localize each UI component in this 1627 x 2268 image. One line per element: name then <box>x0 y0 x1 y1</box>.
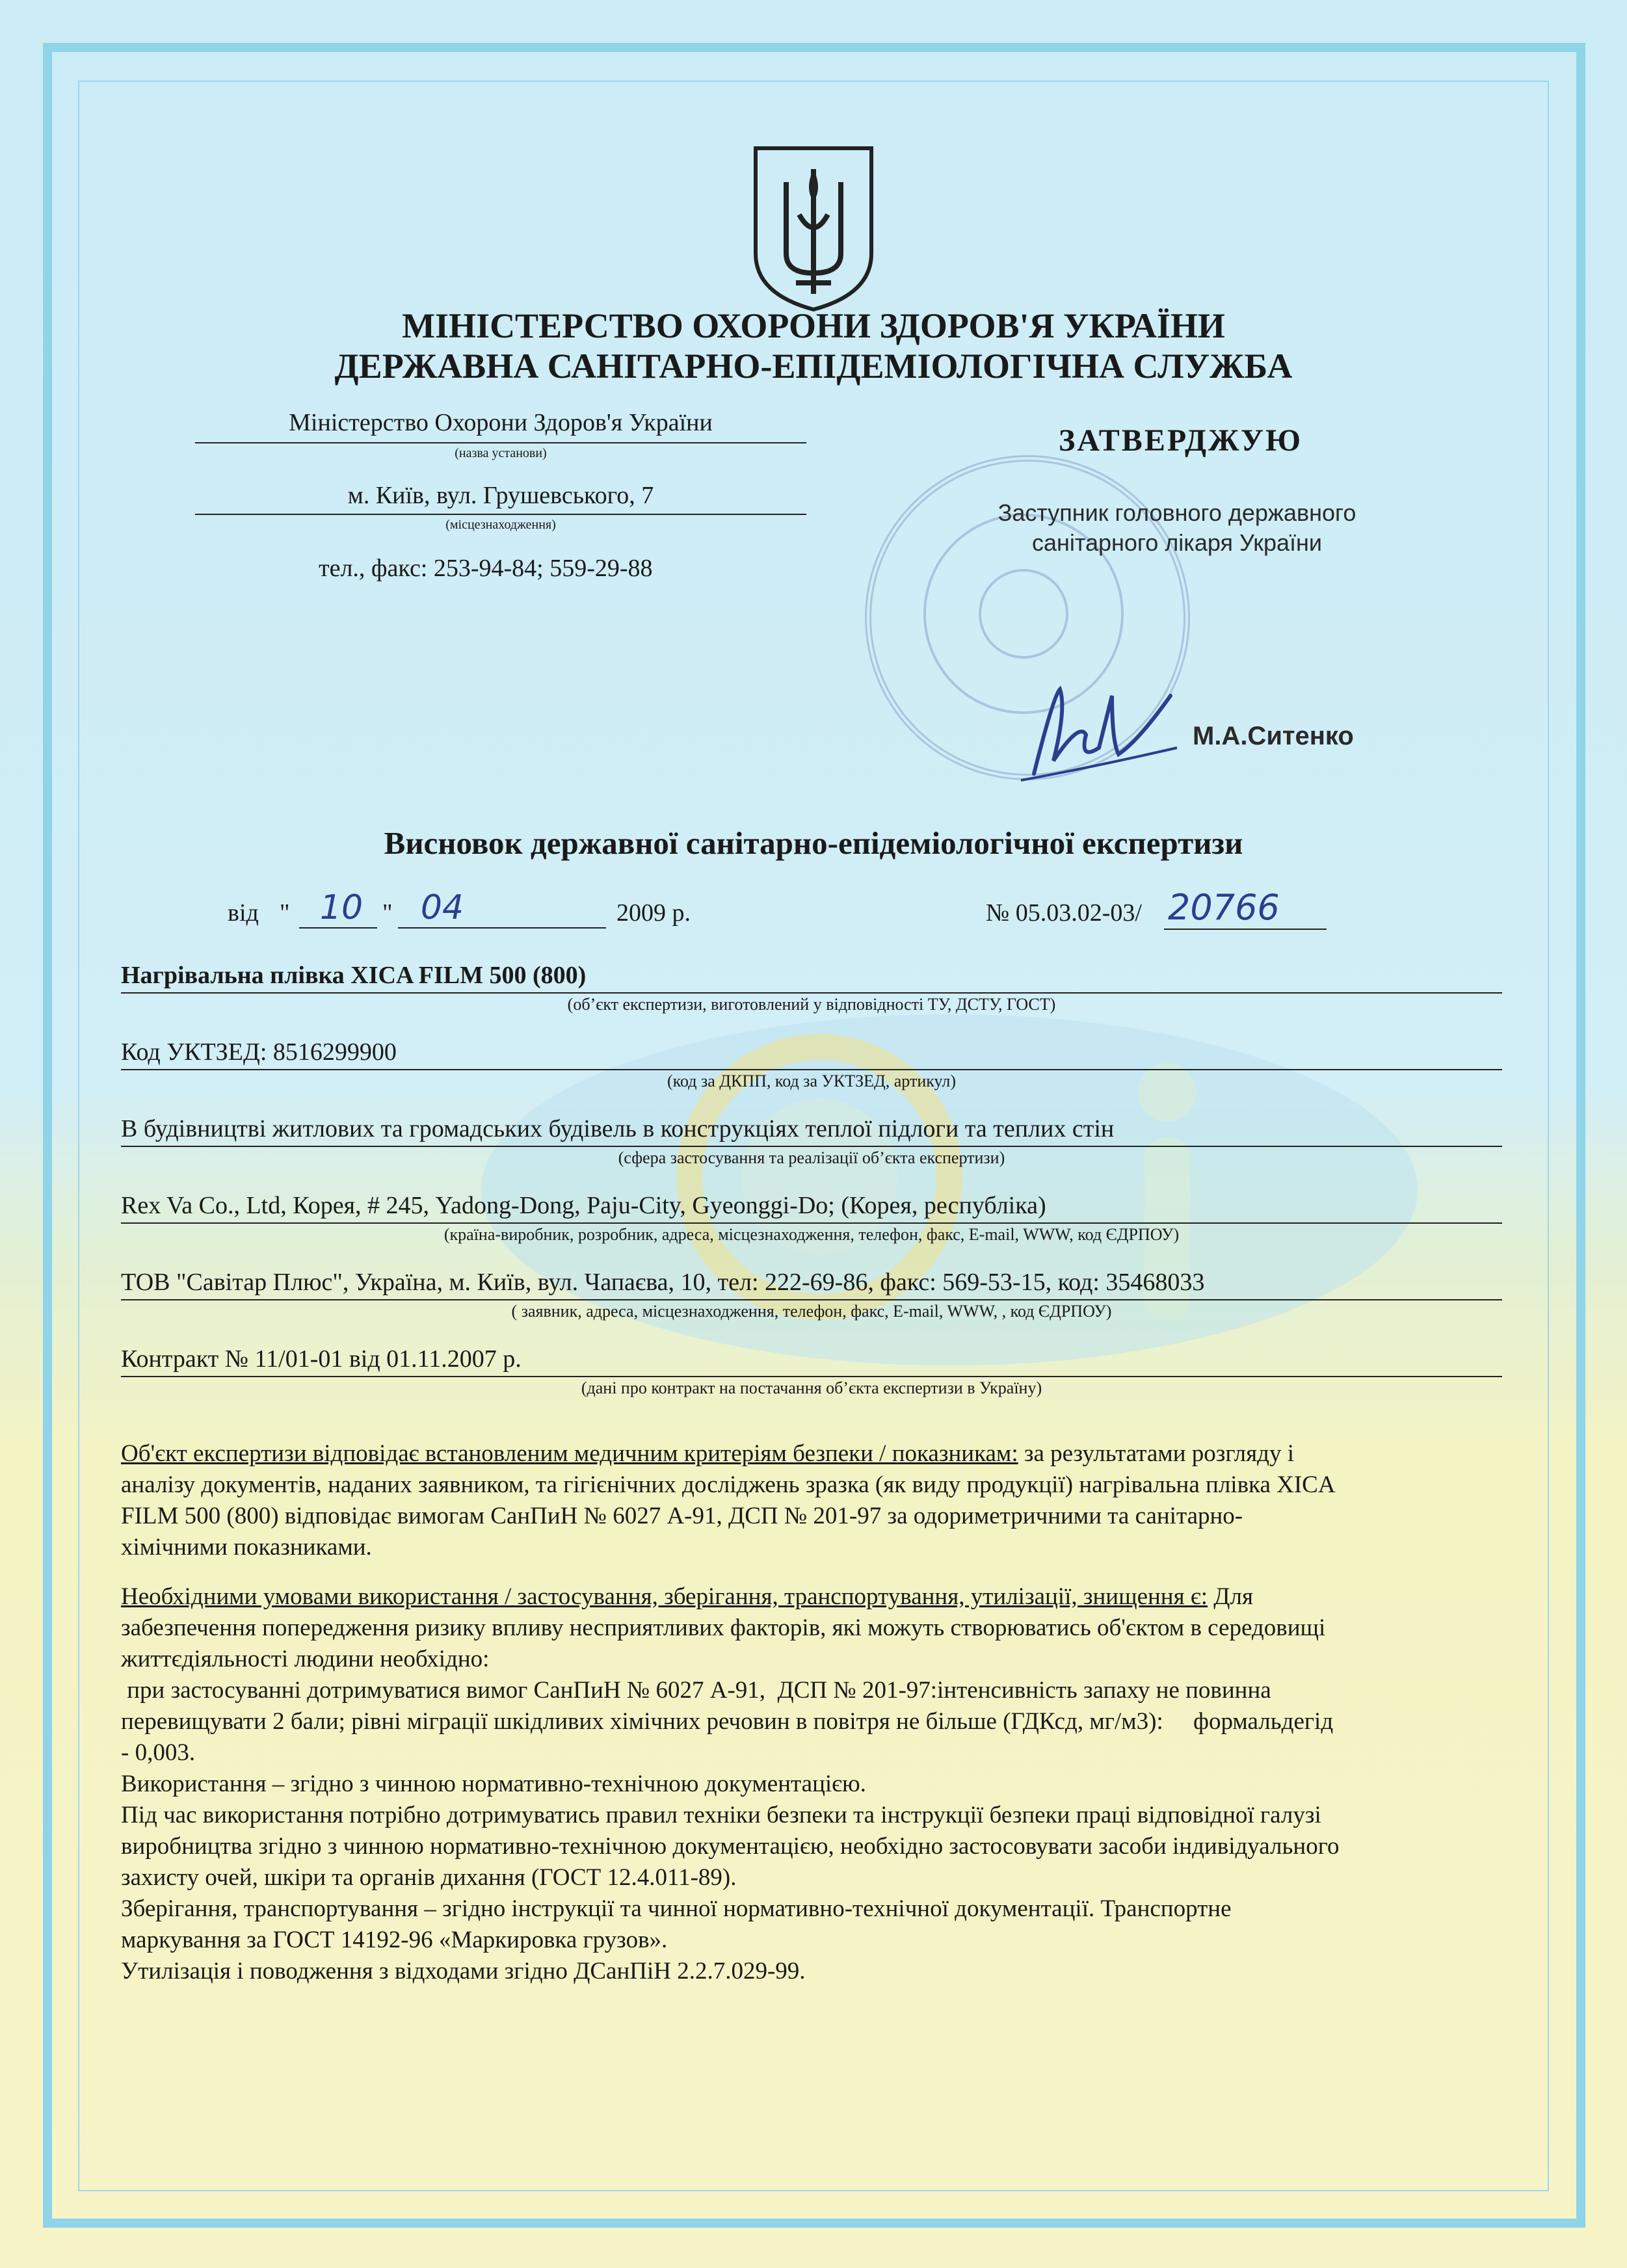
conclusion-line: хімічними показниками. <box>121 1534 372 1561</box>
conditions-line: захисту очей, шкіри та органів дихання (ГОСТ 12.4.011-89). <box>121 1864 737 1891</box>
field-applicant: ТОВ "Савітар Плюс", Україна, м. Київ, вул. Чапаєва, 10, тел: 222-69-86, факс: 569-53-15, код: 35468033 <box>121 1269 1205 1296</box>
conditions-line: Під час використання потрібно дотримуватись правил техніки безпеки та інструкції безпеки праці відповідної галузі <box>121 1802 1321 1828</box>
handwritten-signature-icon <box>1014 670 1184 787</box>
date-year: 2009 р. <box>616 899 691 927</box>
date-day-line <box>299 927 377 929</box>
conclusion-line: аналізу документів, наданих заявником, та гігієнічних досліджень зразка (як виду продукції) нагрівальна плівка XICA <box>121 1471 1336 1498</box>
conditions-line: Утилізація і поводження з відходами згідно ДСанПіН 2.2.7.029-99. <box>121 1958 806 1984</box>
date-quote-open: " <box>280 899 290 927</box>
field-code-line <box>121 1069 1502 1070</box>
conclusion-heading: Об'єкт експертизи відповідає встановленим медичним критеріям безпеки / показникам: <box>121 1440 1018 1467</box>
conditions-line: - 0,003. <box>121 1739 196 1766</box>
date-prefix: від <box>228 899 259 927</box>
institution-name: Міністерство Охорони Здоров'я України <box>289 409 713 436</box>
field-applicant-line <box>121 1299 1502 1300</box>
field-manufacturer-line <box>121 1222 1502 1224</box>
conditions-line: при застосуванні дотримуватися вимог СанПиН № 6027 А-91, ДСП № 201-97:інтенсивність запаху не повинна <box>121 1677 1271 1704</box>
institution-phone: тел., факс: 253-94-84; 559-29-88 <box>319 555 653 582</box>
conditions-line: перевищувати 2 бали; рівні міграції шкідливих хімічних речовин в повітря не більше (ГДКсд, мг/м3): формальдегід <box>121 1708 1334 1735</box>
conclusion-paragraph <box>121 1438 1513 1563</box>
document-number-line <box>1164 929 1327 930</box>
institution-address: м. Київ, вул. Грушевського, 7 <box>347 482 654 509</box>
approval-signatory: М.А.Ситенко <box>1193 722 1354 750</box>
date-quote-close: " <box>382 899 393 927</box>
institution-name-line <box>195 442 806 443</box>
field-contract-line <box>121 1376 1502 1377</box>
field-scope-caption: (сфера застосування та реалізації об’єкта експертизи) <box>618 1148 1005 1167</box>
approval-position-line1: Заступник головного державного <box>998 499 1356 526</box>
conditions-heading: Необхідними умовами використання / застосування, зберігання, транспортування, утилізації, знищення є: <box>121 1583 1208 1610</box>
approval-title: ЗАТВЕРДЖУЮ <box>1059 423 1303 458</box>
conditions-line: виробництва згідно з чинною нормативно-технічною документацією, необхідно застосовувати засоби індивідуального <box>121 1833 1340 1860</box>
field-scope: В будівництві житлових та громадських будівель в конструкціях теплої підлоги та теплих стін <box>121 1115 1115 1142</box>
date-month-handwritten: 04 <box>420 888 464 927</box>
field-code-caption: (код за ДКПП, код за УКТЗЕД, артикул) <box>667 1072 956 1090</box>
field-applicant-caption: ( заявник, адреса, місцезнаходження, телефон, факс, E-mail, WWW, , код ЄДРПОУ) <box>511 1302 1112 1321</box>
conditions-paragraph <box>121 1581 1513 1987</box>
conditions-line: маркування за ГОСТ 14192-96 «Маркировка грузов». <box>121 1927 668 1953</box>
conditions-line: Для <box>1208 1583 1254 1610</box>
conclusion-line: FILM 500 (800) відповідає вимогам СанПиН № 6027 А-91, ДСП № 201-97 за одориметричними та санітарно- <box>121 1503 1243 1529</box>
document-number-handwritten: 20766 <box>1168 887 1280 928</box>
approval-position-line2: санітарного лікаря України <box>1031 529 1322 556</box>
field-object-caption: (об’єкт експертизи, виготовлений у відповідності ТУ, ДСТУ, ГОСТ) <box>567 995 1056 1014</box>
institution-address-caption: (місцезнаходження) <box>445 518 556 532</box>
conditions-line: Зберігання, транспортування – згідно інструкції та чинної нормативно-технічної документації. Транспортне <box>121 1895 1232 1922</box>
date-month-line <box>398 927 606 929</box>
field-code: Код УКТЗЕД: 8516299900 <box>121 1038 397 1066</box>
field-contract: Контракт № 11/01-01 від 01.11.2007 р. <box>121 1345 522 1373</box>
conditions-line: забезпечення попередження ризику впливу несприятливих факторів, які можуть створюватись об'єктом в середовищі <box>121 1615 1326 1641</box>
document-title: Висновок державної санітарно-епідеміологічної експертизи <box>384 825 1243 861</box>
field-object: Нагрівальна плівка XICA FILM 500 (800) <box>121 962 587 989</box>
conclusion-line: за результатами розгляду і <box>1018 1440 1295 1467</box>
ministry-heading: МІНІСТЕРСТВО ОХОРОНИ ЗДОРОВ'Я УКРАЇНИ <box>402 306 1225 345</box>
trident-coat-of-arms-icon <box>750 143 877 313</box>
conditions-line: життєдіяльності людини необхідно: <box>121 1646 490 1672</box>
service-heading: ДЕРЖАВНА САНІТАРНО-ЕПІДЕМІОЛОГІЧНА СЛУЖБА <box>334 347 1293 386</box>
field-manufacturer: Rex Va Co., Ltd, Корея, # 245, Yadong-Dong, Paju-City, Gyeonggi-Do; (Корея, республіка) <box>121 1192 1046 1219</box>
field-manufacturer-caption: (країна-виробник, розробник, адреса, місцезнаходження, телефон, факс, E-mail, WWW, код ЄДРПОУ) <box>443 1225 1180 1244</box>
institution-address-line <box>195 514 806 515</box>
date-day-handwritten: 10 <box>319 888 364 927</box>
institution-name-caption: (назва установи) <box>455 446 547 460</box>
field-object-line <box>121 992 1502 994</box>
conditions-line: Використання – згідно з чинною нормативно-технічною документацією. <box>121 1771 866 1797</box>
field-scope-line <box>121 1146 1502 1147</box>
watermark-emblem-icon <box>455 1001 1431 1378</box>
field-contract-caption: (дані про контракт на постачання об’єкта експертизи в Україну) <box>581 1378 1042 1397</box>
document-number-prefix: № 05.03.02-03/ <box>986 899 1142 927</box>
